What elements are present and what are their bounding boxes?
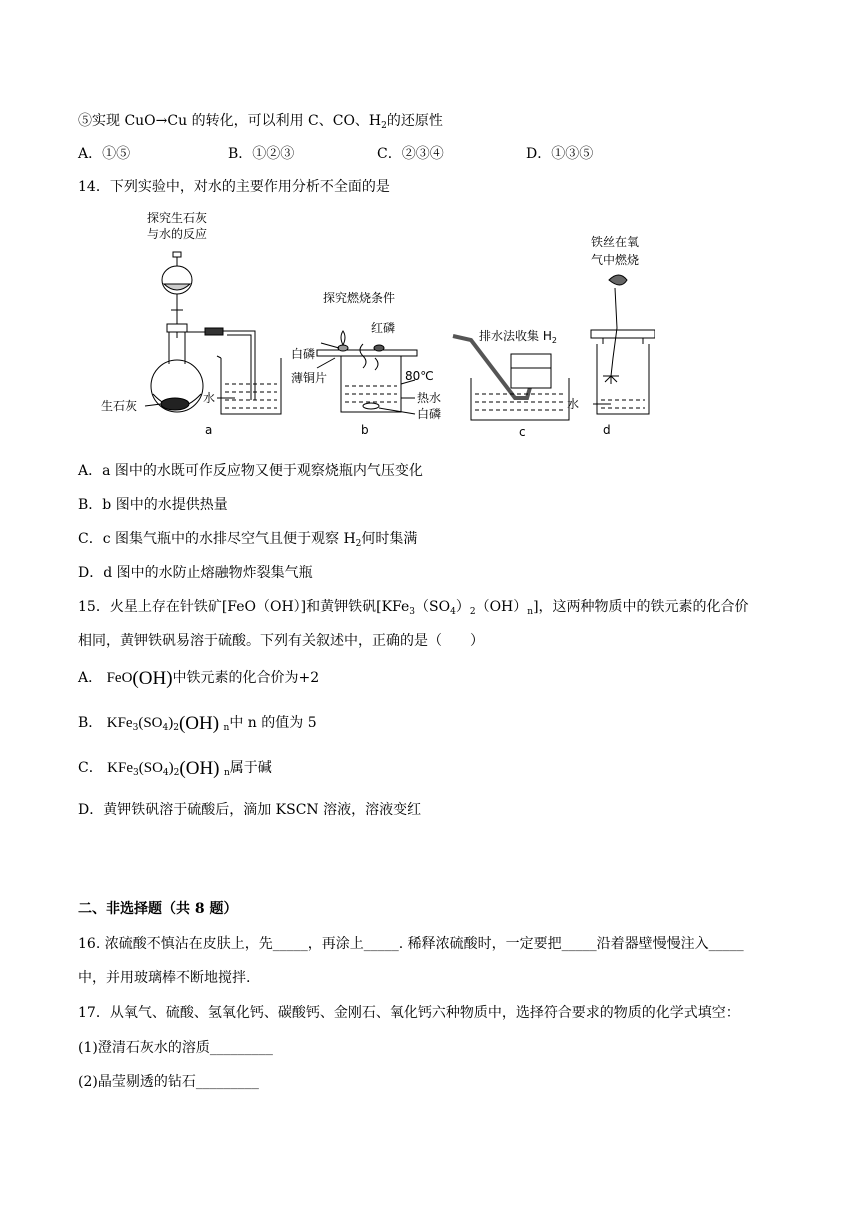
q15-option-b: B． $KFe_3(SO_4)_2(OH)$ $_n$中 n 的值为 5: [78, 713, 317, 734]
q13-option-b: B．①②③: [228, 146, 295, 162]
q14-option-b: B．b 图中的水提供热量: [78, 497, 228, 513]
q13-option-a: A．①⑤: [78, 146, 131, 162]
fig-d-title-2: 气中燃烧: [591, 253, 640, 267]
q17-stem: 17．从氧气、硫酸、氢氧化钙、碳酸钙、金刚石、氧化钙六种物质中，选择符合要求的物质的化学式填空：: [78, 1005, 740, 1021]
fig-b-white-p-bottom: 白磷: [417, 407, 442, 421]
q16-line-2: 中，并用玻璃棒不断地搅拌.: [78, 970, 251, 986]
white-phosphorus-underwater: [363, 403, 379, 409]
fig-b-red-p: 红磷: [371, 321, 396, 335]
fig-b-copper: 薄铜片: [291, 371, 328, 385]
fig-a-title-2: 与水的反应: [147, 227, 208, 241]
q15-option-d: D．黄钾铁矾溶于硫酸后，滴加 KSCN 溶液，溶液变红: [78, 802, 422, 818]
q13-option-d: D．①③⑤: [526, 146, 594, 162]
q17-item-1: (1)澄清石灰水的溶质_________: [78, 1040, 273, 1056]
fig-a-lime-label: 生石灰: [101, 399, 138, 413]
quicklime: [161, 398, 189, 410]
burning-spark: [603, 376, 619, 384]
fig-d-title-1: 铁丝在氧: [591, 235, 640, 249]
q13-option-c: C．②③④: [377, 146, 444, 162]
q15-stem-line-2: 相同，黄钾铁矾易溶于硫酸。下列有关叙述中，正确的是（ ）: [78, 633, 484, 649]
red-phosphorus: [374, 345, 384, 351]
fig-c-title: 排水法收集 $H_2$: [479, 329, 557, 345]
q14-experiment-figure: [95, 208, 655, 442]
fig-b-temp: 80℃: [405, 369, 434, 383]
fig-a-title-1: 探究生石灰: [147, 211, 208, 225]
fig-b-caption: b: [361, 423, 369, 437]
copper-sheet: [317, 350, 417, 356]
section-2-title: 二、非选择题（共 8 题）: [78, 901, 238, 917]
fig-d-caption: d: [603, 423, 611, 437]
fig-b-hot-water: 热水: [417, 391, 442, 405]
flame-b: [341, 331, 345, 345]
q16-line-1: 16. 浓硫酸不慎沾在皮肤上，先_____，再涂上_____. 稀释浓硫酸时，一定要把_____沿着器壁慢慢注入_____: [78, 936, 744, 952]
rubber-tube: [205, 328, 223, 335]
fig-a-water-label: 水: [203, 391, 216, 405]
q15-option-c: C． $KFe_3(SO_4)_2(OH)$ $_n$属于碱: [78, 758, 272, 779]
q15-option-a: A． FeO(OH)中铁元素的化合价为+2: [78, 668, 320, 689]
fig-d-water-label: 水: [567, 397, 580, 411]
q14-option-c: C．c 图集气瓶中的水排尽空气且便于观察 $H_2$何时集满: [78, 531, 418, 549]
fig-a-caption: a: [205, 423, 213, 437]
q15-stem-line-1: 15．火星上存在针铁矿[FeO（OH）]和黄钾铁矾$[KFe_3(SO_4)_2(OH)_n]$，这两种物质中的铁元素的化合价: [78, 599, 749, 617]
q14-option-d: D．d 图中的水防止熔融物炸裂集气瓶: [78, 565, 313, 581]
fig-b-title: 探究燃烧条件: [323, 291, 396, 305]
gas-jar-c: [511, 354, 551, 388]
white-phosphorus-top: [338, 345, 348, 351]
q17-item-2: (2)晶莹剔透的钻石_________: [78, 1074, 259, 1090]
fig-c-caption: c: [519, 425, 526, 439]
fig-b-white-p-top: 白磷: [291, 347, 316, 361]
funnel-liquid: [164, 284, 190, 290]
q14-option-a: A．a 图中的水既可作反应物又便于观察烧瓶内气压变化: [78, 463, 423, 479]
q13-statement-5: ⑤实现 CuO→Cu 的转化，可以利用 C、CO、$H_2$的还原性: [78, 113, 443, 131]
q14-stem: 14．下列实验中，对水的主要作用分析不全面的是: [78, 179, 390, 195]
